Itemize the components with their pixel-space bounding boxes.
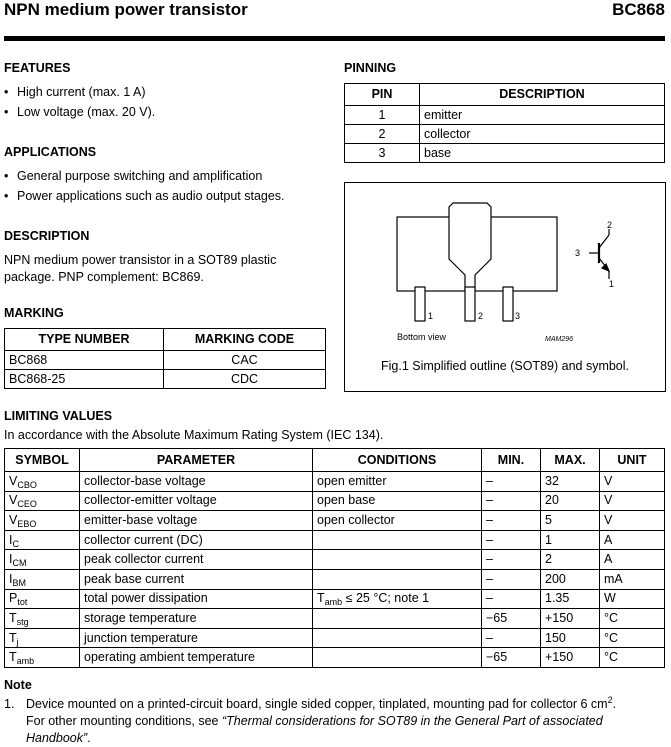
unit-cell: A bbox=[600, 530, 665, 550]
description-text bbox=[4, 252, 276, 286]
list-item: • High current (max. 1 A) bbox=[4, 84, 155, 104]
unit-cell: mA bbox=[600, 569, 665, 589]
column-header: SYMBOL bbox=[5, 449, 80, 472]
limiting-values-table bbox=[4, 448, 665, 668]
bottom-view-label: Bottom view bbox=[397, 332, 447, 342]
features-list bbox=[4, 84, 155, 124]
max-cell: 1.35 bbox=[541, 589, 600, 609]
column-header: PARAMETER bbox=[80, 449, 313, 472]
figure-box bbox=[344, 182, 666, 392]
note-line-1: 1. Device mounted on a printed-circuit board, single sided copper, tinplated, mounting pad for collector 6 $cm^2$. bbox=[4, 695, 617, 711]
header-rule bbox=[4, 36, 665, 41]
parameter-cell: peak collector current bbox=[80, 550, 313, 570]
parameter-cell: junction temperature bbox=[80, 628, 313, 648]
column-header: DESCRIPTION bbox=[420, 84, 665, 106]
table-header-row bbox=[5, 449, 665, 472]
pin-description-cell: emitter bbox=[420, 106, 665, 125]
pinning-table bbox=[344, 83, 665, 163]
min-cell: – bbox=[482, 589, 541, 609]
marking-heading: MARKING bbox=[4, 306, 64, 320]
parameter-cell: collector-base voltage bbox=[80, 472, 313, 492]
description-line: NPN medium power transistor in a SOT89 plastic bbox=[4, 253, 277, 267]
marking-code-cell: CDC bbox=[164, 370, 326, 389]
pin-description-cell: collector bbox=[420, 125, 665, 144]
conditions-cell: open base bbox=[313, 491, 482, 511]
table-header-row bbox=[5, 329, 326, 351]
part-number: BC868 bbox=[612, 0, 665, 19]
conditions-cell bbox=[313, 530, 482, 550]
applications-list bbox=[4, 168, 285, 208]
pin-2-label: 2 bbox=[478, 311, 484, 321]
unit-cell: °C bbox=[600, 609, 665, 629]
max-cell: 20 bbox=[541, 491, 600, 511]
npn-transistor-symbol-icon bbox=[589, 229, 609, 279]
type-number-cell: BC868 bbox=[5, 351, 164, 370]
min-cell: −65 bbox=[482, 648, 541, 668]
symbol-cell: $T_j$ bbox=[5, 628, 80, 648]
pin-3-label: 3 bbox=[515, 311, 521, 321]
symbol-cell: $T_{stg}$ bbox=[5, 609, 80, 629]
unit-cell: V bbox=[600, 491, 665, 511]
applications-heading: APPLICATIONS bbox=[4, 145, 97, 159]
conditions-cell bbox=[313, 628, 482, 648]
note-heading: Note bbox=[4, 678, 32, 692]
figure-caption: Fig.1 Simplified outline (SOT89) and symbol. bbox=[380, 359, 630, 373]
table-row bbox=[5, 550, 665, 570]
marking-code-cell: CAC bbox=[164, 351, 326, 370]
note-text bbox=[4, 696, 668, 747]
max-cell: 2 bbox=[541, 550, 600, 570]
max-cell: +150 bbox=[541, 609, 600, 629]
column-header: TYPE NUMBER bbox=[5, 329, 164, 351]
symbol-cell: $P_{tot}$ bbox=[5, 589, 80, 609]
parameter-cell: emitter-base voltage bbox=[80, 511, 313, 531]
max-cell: 32 bbox=[541, 472, 600, 492]
pin-description-cell: base bbox=[420, 144, 665, 163]
list-item: • Low voltage (max. 20 V). bbox=[4, 104, 155, 124]
note-line-2: For other mounting conditions, see “Thermal considerations for SOT89 in the General Part of associated Handbook”. bbox=[26, 714, 603, 745]
parameter-cell: total power dissipation bbox=[80, 589, 313, 609]
symbol-cell: $V_{EBO}$ bbox=[5, 511, 80, 531]
max-cell: 150 bbox=[541, 628, 600, 648]
table-header-row bbox=[345, 84, 665, 106]
table-row bbox=[5, 370, 326, 389]
document-title: NPN medium power transistor bbox=[4, 0, 248, 19]
list-item: • Power applications such as audio output stages. bbox=[4, 188, 285, 208]
pinning-heading: PINNING bbox=[344, 61, 397, 75]
conditions-cell bbox=[313, 569, 482, 589]
drawing-code: MAM296 bbox=[545, 336, 574, 343]
pin-cell: 2 bbox=[345, 125, 420, 144]
unit-cell: °C bbox=[600, 628, 665, 648]
table-row bbox=[5, 609, 665, 629]
limiting-values-heading: LIMITING VALUES bbox=[4, 409, 113, 423]
min-cell: – bbox=[482, 569, 541, 589]
conditions-cell: $T_{amb} \le 25$ °C; note 1 bbox=[313, 589, 482, 609]
min-cell: – bbox=[482, 628, 541, 648]
column-header: MARKING CODE bbox=[164, 329, 326, 351]
table-row bbox=[5, 648, 665, 668]
table-row bbox=[5, 628, 665, 648]
pin-1-label: 1 bbox=[428, 311, 434, 321]
pin-cell: 3 bbox=[345, 144, 420, 163]
max-cell: +150 bbox=[541, 648, 600, 668]
table-row bbox=[345, 144, 665, 163]
column-header: MIN. bbox=[482, 449, 541, 472]
features-heading: FEATURES bbox=[4, 61, 71, 75]
conditions-cell: open collector bbox=[313, 511, 482, 531]
conditions-cell bbox=[313, 550, 482, 570]
min-cell: −65 bbox=[482, 609, 541, 629]
table-row bbox=[5, 530, 665, 550]
pin-2-lead bbox=[465, 287, 475, 321]
table-row bbox=[5, 511, 665, 531]
pin-cell: 1 bbox=[345, 106, 420, 125]
unit-cell: W bbox=[600, 589, 665, 609]
parameter-cell: collector current (DC) bbox=[80, 530, 313, 550]
table-row bbox=[345, 125, 665, 144]
table-row bbox=[5, 589, 665, 609]
column-header: CONDITIONS bbox=[313, 449, 482, 472]
unit-cell: V bbox=[600, 511, 665, 531]
min-cell: – bbox=[482, 511, 541, 531]
symbol-cell: $V_{CEO}$ bbox=[5, 491, 80, 511]
symbol-cell: $V_{CBO}$ bbox=[5, 472, 80, 492]
symbol-cell: $I_{CM}$ bbox=[5, 550, 80, 570]
parameter-cell: storage temperature bbox=[80, 609, 313, 629]
table-row bbox=[345, 106, 665, 125]
symbol-emitter-pin: 1 bbox=[609, 279, 615, 289]
description-heading: DESCRIPTION bbox=[4, 229, 90, 243]
description-line: package. PNP complement: BC869. bbox=[4, 270, 204, 284]
table-row bbox=[5, 472, 665, 492]
conditions-cell bbox=[313, 609, 482, 629]
conditions-cell: open emitter bbox=[313, 472, 482, 492]
unit-cell: V bbox=[600, 472, 665, 492]
symbol-cell: $T_{amb}$ bbox=[5, 648, 80, 668]
type-number-cell: BC868-25 bbox=[5, 370, 164, 389]
marking-table bbox=[4, 328, 326, 389]
max-cell: 5 bbox=[541, 511, 600, 531]
parameter-cell: peak base current bbox=[80, 569, 313, 589]
table-row bbox=[5, 491, 665, 511]
collector-tab bbox=[449, 203, 491, 289]
min-cell: – bbox=[482, 491, 541, 511]
pin-3-lead bbox=[503, 287, 513, 321]
unit-cell: A bbox=[600, 550, 665, 570]
max-cell: 200 bbox=[541, 569, 600, 589]
min-cell: – bbox=[482, 550, 541, 570]
list-item: • General purpose switching and amplification bbox=[4, 168, 285, 188]
symbol-collector-pin: 2 bbox=[607, 220, 613, 230]
pin-1-lead bbox=[415, 287, 425, 321]
min-cell: – bbox=[482, 530, 541, 550]
unit-cell: °C bbox=[600, 648, 665, 668]
symbol-base-pin: 3 bbox=[575, 248, 581, 258]
column-header: UNIT bbox=[600, 449, 665, 472]
symbol-cell: $I_{BM}$ bbox=[5, 569, 80, 589]
parameter-cell: collector-emitter voltage bbox=[80, 491, 313, 511]
table-row bbox=[5, 351, 326, 370]
parameter-cell: operating ambient temperature bbox=[80, 648, 313, 668]
conditions-cell bbox=[313, 648, 482, 668]
min-cell: – bbox=[482, 472, 541, 492]
table-row bbox=[5, 569, 665, 589]
sot89-outline-diagram bbox=[345, 183, 665, 391]
max-cell: 1 bbox=[541, 530, 600, 550]
column-header: MAX. bbox=[541, 449, 600, 472]
column-header: PIN bbox=[345, 84, 420, 106]
limiting-values-intro: In accordance with the Absolute Maximum Rating System (IEC 134). bbox=[4, 428, 384, 442]
symbol-cell: $I_C$ bbox=[5, 530, 80, 550]
